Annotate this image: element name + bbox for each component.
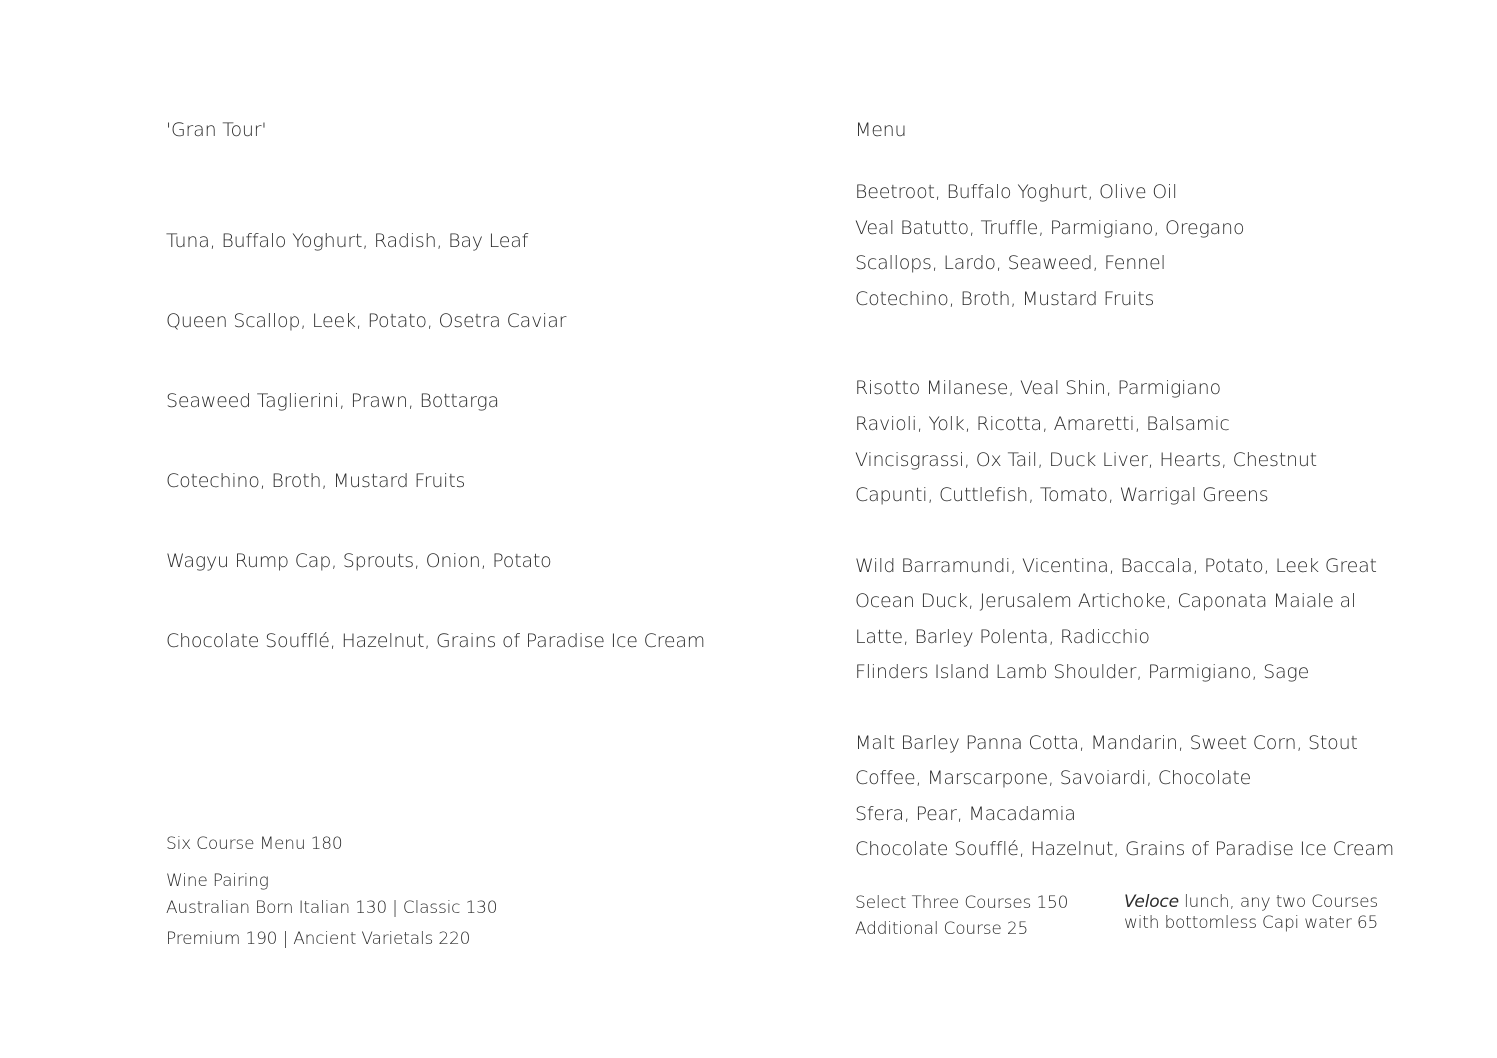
menu-item: Vincisgrassi, Ox Tail, Duck Liver, Hearts, Chestnut <box>855 448 1317 471</box>
menu-item-line: Malt Barley Panna Cotta, Mandarin, Sweet Corn, Stout <box>855 732 1358 754</box>
additional-course-price: Additional Course 25 <box>855 919 1029 939</box>
wine-pairing-line: Premium 190 | Ancient Varietals 220 <box>166 929 471 949</box>
gran-tour-course: Tuna, Buffalo Yoghurt, Radish, Bay Leaf <box>166 230 529 252</box>
three-course-price: Select Three Courses 150 <box>855 893 1069 913</box>
menu-item: Beetroot, Buffalo Yoghurt, Olive Oil <box>855 181 1178 203</box>
gran-tour-title: 'Gran Tour' <box>166 119 267 141</box>
wine-pairing-line: Australian Born Italian 130 | Classic 130 <box>166 898 498 918</box>
menu-item-line: Latte, Barley Polenta, Radicchio <box>855 625 1150 648</box>
wine-pairing-heading: Wine Pairing <box>166 871 269 891</box>
six-course-price: Six Course Menu 180 <box>166 834 343 854</box>
pasta-section <box>855 376 1317 519</box>
menu-item: Capunti, Cuttlefish, Tomato, Warrigal Greens <box>855 484 1269 507</box>
menu-item-line: Wild Barramundi, Vicentina, Baccala, Potato, Leek Great <box>855 555 1377 577</box>
menu-item-line: Flinders Island Lamb Shoulder, Parmigiano, Sage <box>855 661 1310 684</box>
menu-item-line: Ocean Duck, Jerusalem Artichoke, Caponata Maiale al <box>855 590 1357 613</box>
menu-item-line: Coffee, Marscarpone, Savoiardi, Chocolate <box>855 767 1252 790</box>
menu-item: Cotechino, Broth, Mustard Fruits <box>855 287 1155 310</box>
starters-section <box>855 180 1244 322</box>
menu-title: Menu <box>855 119 907 141</box>
menu-item-line: Chocolate Soufflé, Hazelnut, Grains of Paradise Ice Cream <box>855 838 1395 861</box>
menu-item-line: Sfera, Pear, Macadamia <box>855 802 1076 825</box>
veloce-lunch-offer <box>1124 892 1378 934</box>
gran-tour-course: Chocolate Soufflé, Hazelnut, Grains of Paradise Ice Cream <box>166 630 706 652</box>
desserts-section <box>855 731 1394 873</box>
menu-item: Ravioli, Yolk, Ricotta, Amaretti, Balsamic <box>855 412 1230 435</box>
menu-item: Risotto Milanese, Veal Shin, Parmigiano <box>855 377 1221 399</box>
menu-item: Veal Batutto, Truffle, Parmigiano, Oregano <box>855 216 1245 239</box>
menu-item: Scallops, Lardo, Seaweed, Fennel <box>855 252 1166 275</box>
veloce-word: Veloce <box>1124 892 1179 912</box>
veloce-text-line2: with bottomless Capi water 65 <box>1124 913 1379 933</box>
gran-tour-course: Wagyu Rump Cap, Sprouts, Onion, Potato <box>166 550 552 572</box>
gran-tour-course: Cotechino, Broth, Mustard Fruits <box>166 470 466 492</box>
veloce-text: lunch, any two Courses <box>1178 892 1379 912</box>
gran-tour-course: Queen Scallop, Leek, Potato, Osetra Caviar <box>166 310 567 332</box>
mains-section <box>855 554 1377 696</box>
gran-tour-course: Seaweed Taglierini, Prawn, Bottarga <box>166 390 500 412</box>
